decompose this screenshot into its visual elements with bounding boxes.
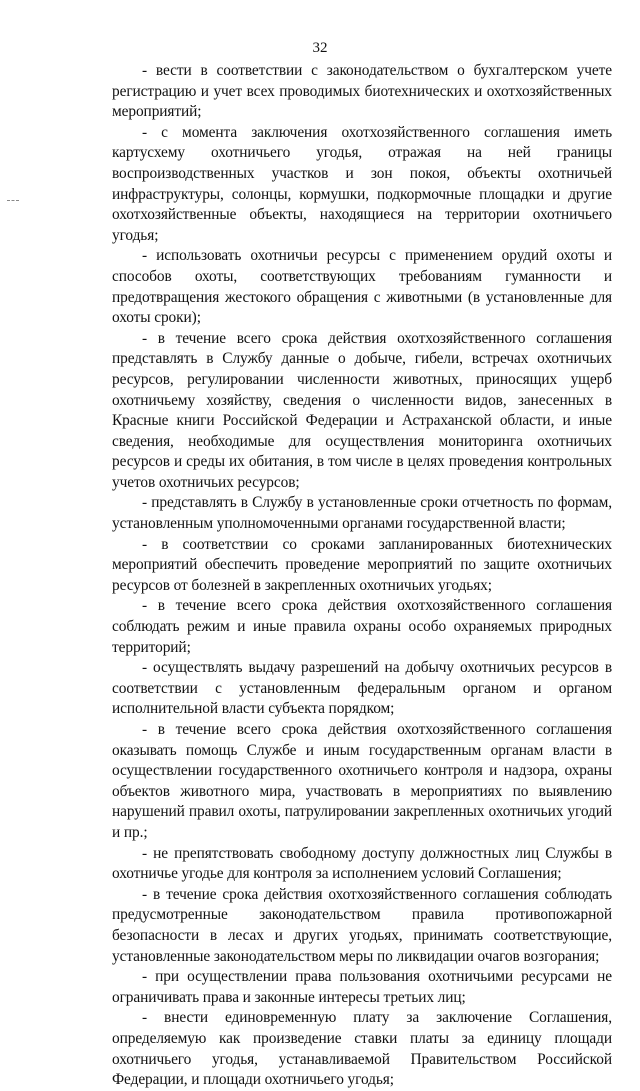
page-number: 32 [312, 40, 328, 56]
paragraph-fee-payment: - внести единовременную плату за заключение Соглашения, определяемую как произведение ставки платы за единицу площади охотничьего угодья, устанавливаемой Правительством Российской Федерации, и площади охотничьего угодья; [112, 1009, 612, 1089]
paragraph-access: - не препятствовать свободному доступу должностных лиц Службы в охотничье угодье для контроля за исполнением условий Соглашения; [112, 844, 612, 883]
paragraph-protected-areas: - в течение всего срока действия охотхозяйственного соглашения соблюдать режим и иные правила охраны особо охраняемых природных территорий; [112, 597, 612, 656]
paragraph-fire-safety: - в течение срока действия охотхозяйственного соглашения соблюдать предусмотренные законодательством правила противопожарной безопасности в лесах и других угодьях, принимать соответствующие, установленные законодательством меры по ликвидации очагов возгорания; [112, 885, 612, 965]
paragraph-permits: - осуществлять выдачу разрешений на добычу охотничьих ресурсов в соответствии с установленным федеральным органом и органом исполнительной власти субъекта порядком; [112, 659, 612, 718]
paragraph-disease-protection: - в соответствии со сроками запланированных биотехнических мероприятий обеспечить проведение мероприятий по защите охотничьих ресурсов от болезней в закрепленных охотничьих угодьях; [112, 535, 612, 594]
paragraph-hunting-methods: - использовать охотничьи ресурсы с применением орудий охоты и способов охоты, соответствующих требованиям гуманности и предотвращения жестокого обращения с животными (в установленные для охоты сроки); [112, 247, 612, 327]
scan-margin-mark [7, 200, 19, 201]
paragraph-map-scheme: - с момента заключения охотхозяйственного соглашения иметь картусхему охотничьего угодья, отражая на ней границы воспроизводственных участков и зон покоя, объекты охотничьей инфраструктуры, солонцы, кормушки, подкормочные площадки и другие охотхозяйственные объекты, находящиеся на территории охотничьего угодья; [112, 123, 612, 244]
paragraph-assistance: - в течение всего срока действия охотхозяйственного соглашения оказывать помощь Службе и иным государственным органам власти в осуществлении государственного охотничьего контроля и надзора, охраны объектов животного мира, участвовать в мероприятиях по выявлению нарушений правил охоты, патрулировании закрепленных охотничьих угодий и пр.; [112, 721, 612, 841]
paragraph-data-reporting: - в течение всего срока действия охотхозяйственного соглашения представлять в Службу данные о добыче, гибели, встречах охотничьих ресурсов, регулировании численности животных, приносящих ущерб охотничьему хозяйству, сведения о численности видов, занесенных в Красные книги Российской Федерации и Астраханской области, и иные сведения, необходимые для осуществления мониторинга охотничьих ресурсов и среды их обитания, в том числе в целях проведения контрольных учетов охотничьих ресурсов; [112, 329, 612, 491]
paragraph-third-party-rights: - при осуществлении права пользования охотничьими ресурсами не ограничивать права и законные интересы третьих лиц; [112, 968, 612, 1006]
document-body [112, 61, 612, 1091]
paragraph-reporting-forms: - представлять в Службу в установленные сроки отчетность по формам, установленным уполномоченными органами государственной власти; [112, 494, 612, 533]
paragraph-record-keeping: - вести в соответствии с законодательством о бухгалтерском учете регистрацию и учет всех проводимых биотехнических и охотхозяйственных мероприятий; [112, 62, 612, 121]
